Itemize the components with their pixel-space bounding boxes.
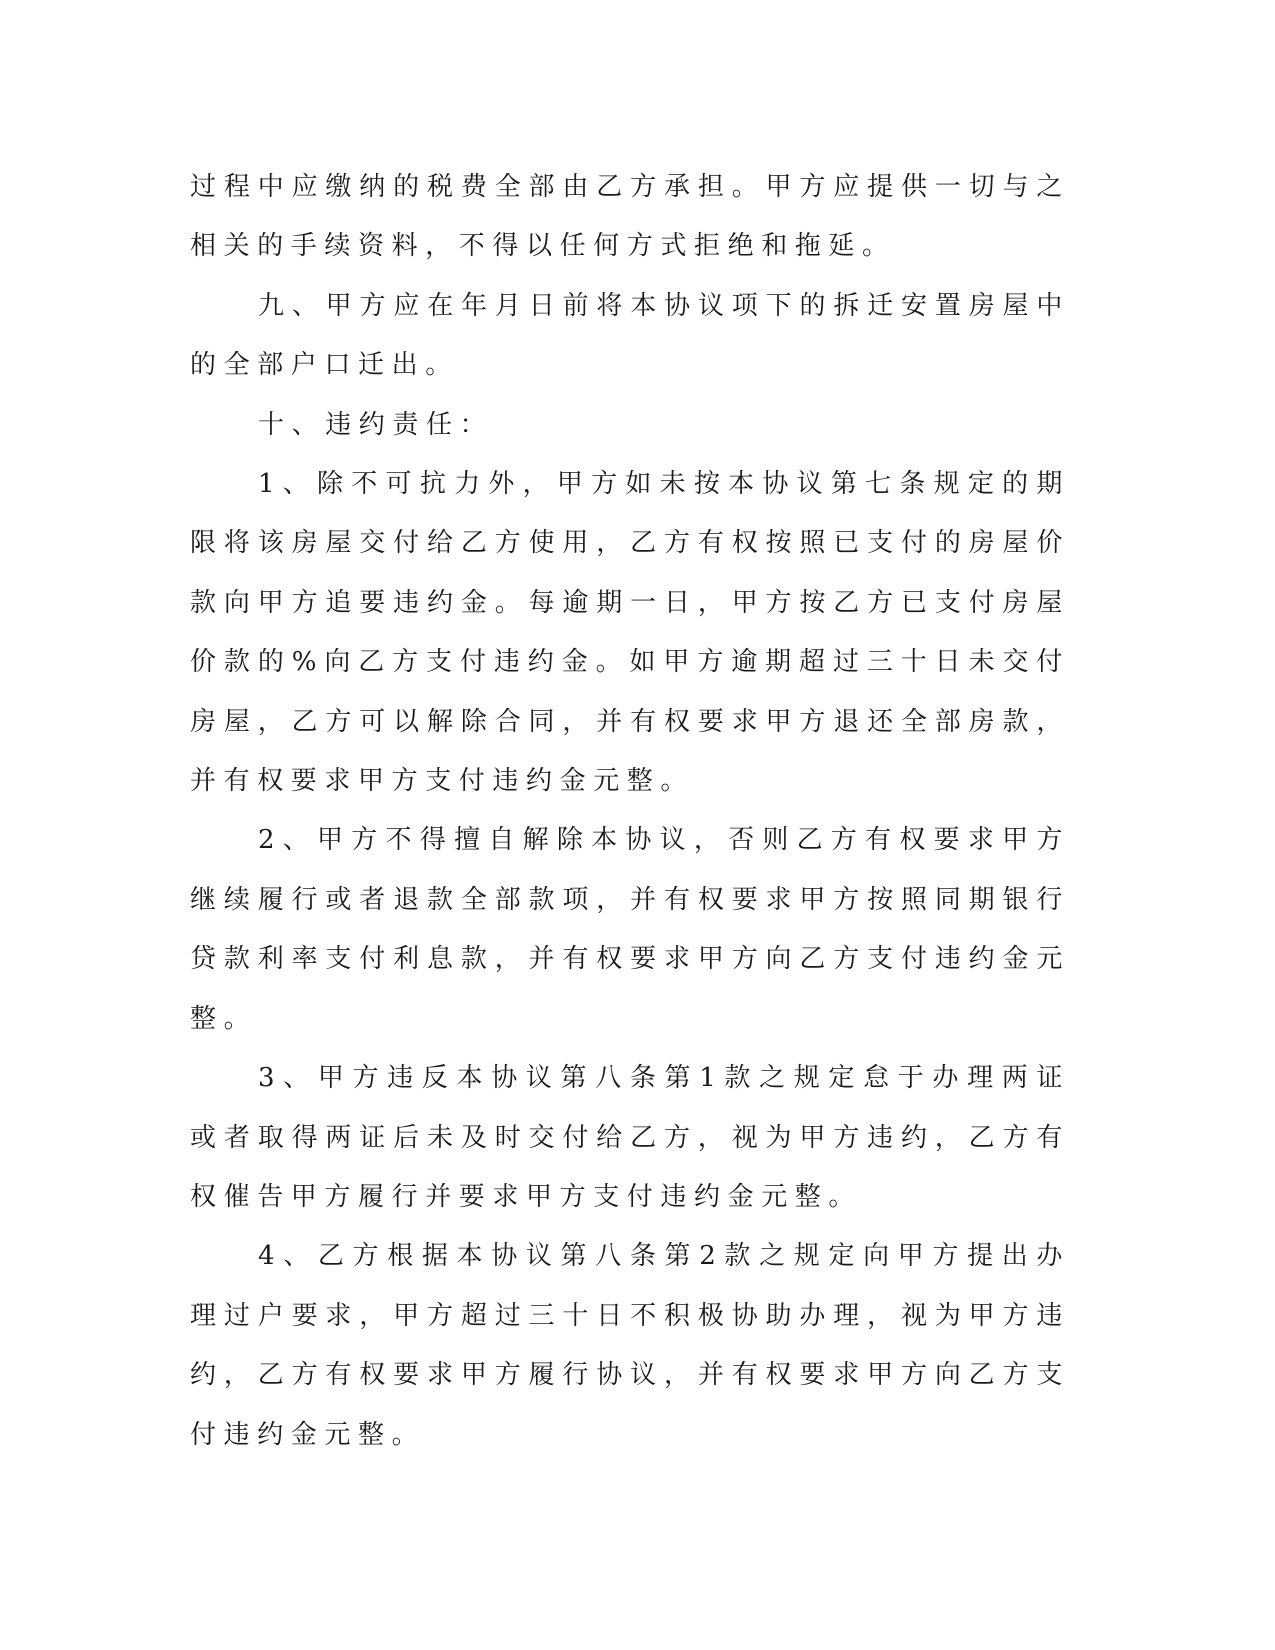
paragraph-clause-10-item-4: 4、乙方根据本协议第八条第2款之规定向甲方提出办理过户要求，甲方超过三十日不积极协助办理，视为甲方违约，乙方有权要求甲方履行协议，并有权要求甲方向乙方支付违约金元整。	[190, 1241, 1071, 1450]
paragraph-clause-10-item-1: 1、除不可抗力外，甲方如未按本协议第七条规定的期限将该房屋交付给乙方使用，乙方有权按照已支付的房屋价款向甲方追要违约金。每逾期一日，甲方按乙方已支付房屋价款的%向乙方支付违约金。如甲方逾期超过三十日未交付房屋，乙方可以解除合同，并有权要求甲方退还全部房款，并有权要求甲方支付违约金元整。	[190, 469, 1070, 797]
paragraph-clause-9: 九、甲方应在年月日前将本协议项下的拆迁安置房屋中的全部户口迁出。	[190, 290, 1070, 381]
paragraph-clause-10-heading: 十、违约责任：	[258, 409, 494, 440]
paragraph-clause-10-item-2: 2、甲方不得擅自解除本协议，否则乙方有权要求甲方继续履行或者退款全部款项，并有权要求甲方按照同期银行贷款利率支付利息款，并有权要求甲方向乙方支付违约金元整。	[190, 825, 1070, 1034]
paragraph-clause-10-item-3: 3、甲方违反本协议第八条第1款之规定怠于办理两证或者取得两证后未及时交付给乙方，视为甲方违约，乙方有权催告甲方履行并要求甲方支付违约金元整。	[190, 1063, 1071, 1212]
document-body	[190, 158, 1070, 1465]
paragraph-continuation: 过程中应缴纳的税费全部由乙方承担。甲方应提供一切与之相关的手续资料，不得以任何方式拒绝和拖延。	[190, 172, 1070, 262]
